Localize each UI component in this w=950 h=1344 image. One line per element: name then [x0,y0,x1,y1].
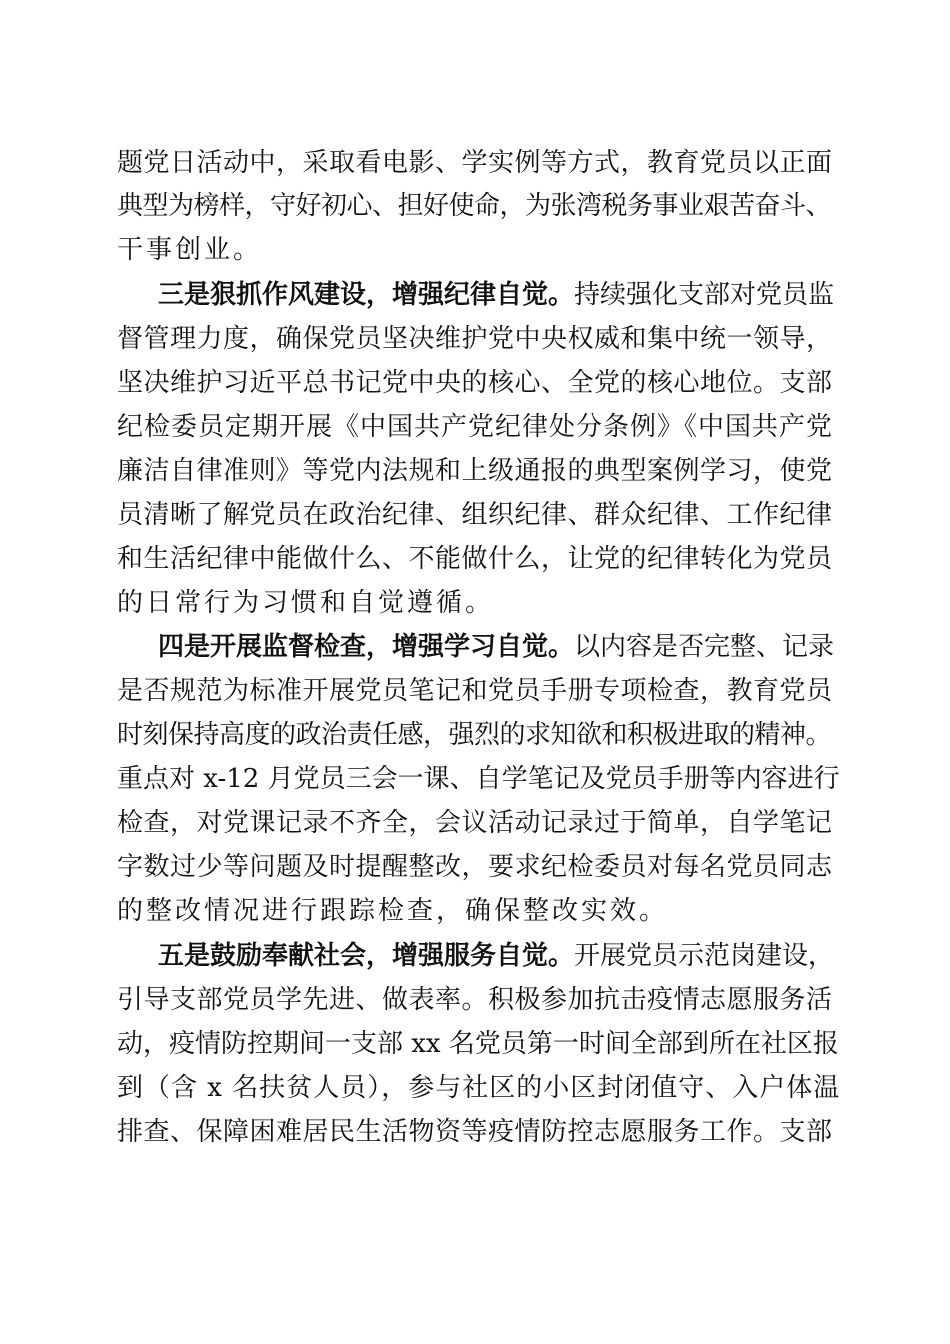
text-line: 到（含 x 名扶贫人员），参与社区的小区封闭值守、入户体温 [117,1073,841,1103]
text-line: 的日常行为习惯和自觉遵循。 [117,588,495,618]
text-line: 督管理力度，确保党员坚决维护党中央权威和集中统一领导， [117,324,833,354]
text-line: 字数过少等问题及时提醒整改，要求纪检委员对每名党员同志 [117,852,833,882]
text-line: 题党日活动中，采取看电影、学实例等方式，教育党员以正面 [117,148,833,178]
paragraph-heading-line: 三是狠抓作风建设，增强纪律自觉。持续强化支部对党员监 [158,280,835,310]
text-line: 廉洁自律准则》等党内法规和上级通报的典型案例学习，使党 [117,456,833,486]
text-line: 是否规范为标准开展党员笔记和党员手册专项检查，教育党员 [117,676,833,706]
text-line: 员清晰了解党员在政治纪律、组织纪律、群众纪律、工作纪律 [117,500,833,530]
text-line: 纪检委员定期开展《中国共产党纪律处分条例》《中国共产党 [117,412,834,442]
text-line: 动，疫情防控期间一支部 xx 名党员第一时间全部到所在社区报 [117,1029,839,1059]
text-line: 典型为榜样，守好初心、担好使命，为张湾税务事业艰苦奋斗、 [117,191,832,221]
text-line: 的整改情况进行跟踪检查，确保整改实效。 [117,896,669,926]
paragraph-heading: 四是开展监督检查，增强学习自觉。 [158,632,575,662]
text-line: 时刻保持高度的政治责任感，强烈的求知欲和积极进取的精神。 [117,720,832,750]
paragraph-heading-line: 五是鼓励奉献社会，增强服务自觉。开展党员示范岗建设， [158,941,835,971]
text-line: 坚决维护习近平总书记党中央的核心、全党的核心地位。支部 [117,368,833,398]
paragraph-heading-line: 四是开展监督检查，增强学习自觉。以内容是否完整、记录 [158,632,835,662]
text-line: 排查、保障困难居民生活物资等疫情防控志愿服务工作。支部 [117,1117,833,1147]
text-line: 干事创业。 [117,235,263,265]
text-line: 引导支部党员学先进、做表率。积极参加抗击疫情志愿服务活 [117,985,833,1015]
text-line: 重点对 x-12 月党员三会一课、自学笔记及党员手册等内容进行 [117,764,840,794]
text-line: 和生活纪律中能做什么、不能做什么，让党的纪律转化为党员 [117,544,833,574]
text-line: 检查，对党课记录不齐全，会议活动记录过于简单，自学笔记 [117,808,833,838]
paragraph-heading: 五是鼓励奉献社会，增强服务自觉。 [158,941,575,971]
paragraph-heading: 三是狠抓作风建设，增强纪律自觉。 [158,280,575,310]
